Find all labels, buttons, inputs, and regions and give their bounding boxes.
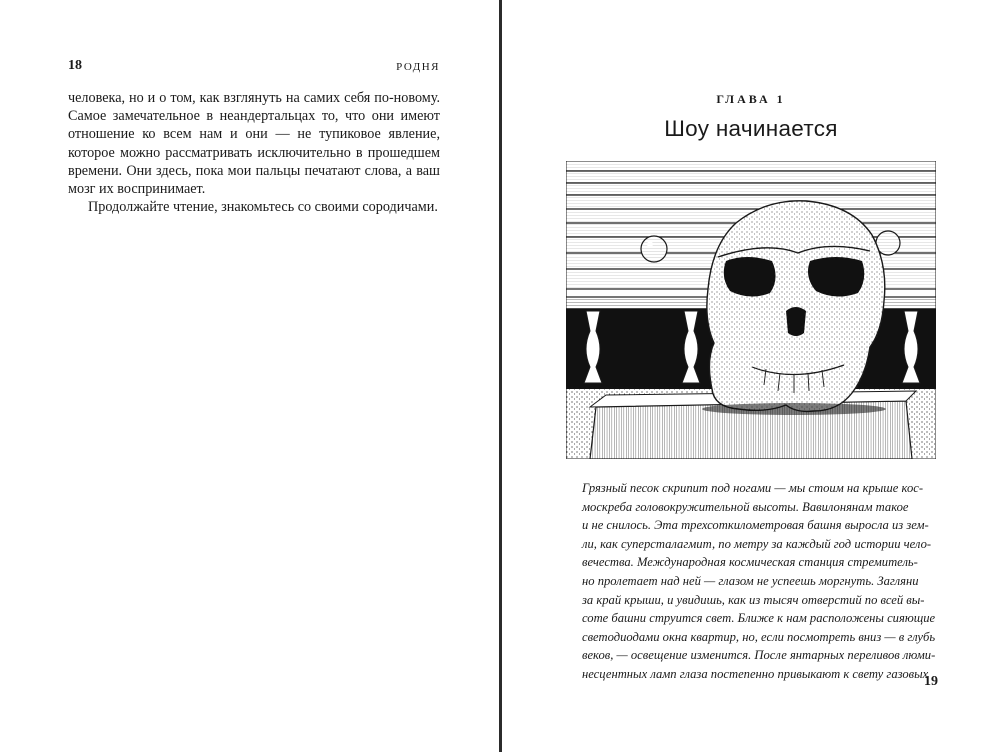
text-line: светодиодами окна квартир, но, если посмотреть вниз — в глубь — [582, 629, 936, 644]
chapter-label: ГЛАВА 1 — [716, 92, 786, 106]
right-page — [502, 0, 1000, 752]
text-line: несцентных ламп глаза постепенно привыкают к свету газовых — [582, 666, 929, 681]
paragraph: человека, но и о том, как взглянуть на самих себя по-новому. Самое замечательное в неандертальцах то, что они имеют отношение ко всем нам и они — не тупиковое явление, которое можно рассматривать исключительно в прошедшем времени. Они здесь, пока мои пальцы печатают слова, а ваш мозг их воспринимает. — [68, 90, 440, 198]
text-line: за край крыши, и увидишь, как из тысяч отверстий по всей вы- — [582, 592, 925, 607]
text-line: но пролетает над ней — глазом не успеешь моргнуть. Загляни — [582, 573, 919, 588]
text-line: москреба головокружительной высоты. Вавилонянам такое — [582, 499, 909, 514]
text-line: Грязный песок скрипит под ногами — мы стоим на крыше кос- — [582, 481, 924, 495]
body-text — [68, 89, 440, 216]
skull-illustration — [566, 161, 936, 459]
page-number-right: 19 — [924, 674, 938, 689]
text-line: и не снилось. Эта трехсоткилометровая башня выросла из зем- — [582, 518, 929, 533]
running-head: РОДНЯ — [396, 61, 440, 73]
text-line: веков, — освещение изменится. После янтарных переливов люми- — [582, 648, 936, 663]
text-line: вечества. Международная космическая станция стремитель- — [582, 555, 918, 570]
text-line: соте башни струится свет. Ближе к нам расположены сияющие — [582, 611, 936, 626]
paragraph: Продолжайте чтение, знакомьтесь со своими сородичами. — [88, 199, 438, 216]
left-page — [0, 0, 499, 752]
page-number-left: 18 — [68, 58, 82, 73]
text-line: ли, как суперсталагмит, по метру за каждый год истории чело- — [582, 536, 932, 551]
chapter-title: Шоу начинается — [664, 116, 838, 141]
